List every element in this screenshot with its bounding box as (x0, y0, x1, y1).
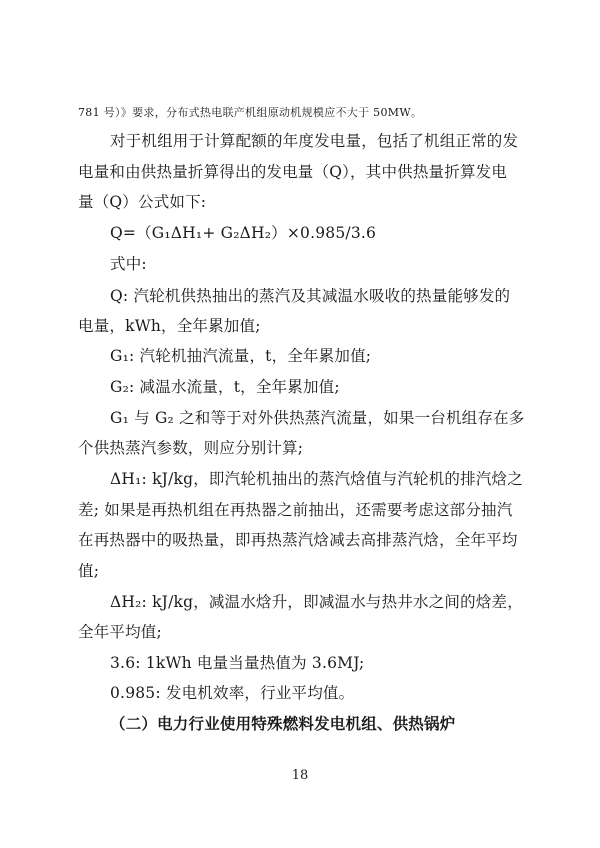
definition-line: G₁: 汽轮机抽汽流量，t，全年累加值; (110, 347, 372, 365)
definition-line: ΔH₁: kJ/kg，即汽轮机抽出的蒸汽焓值与汽轮机的排汽焓之 (110, 470, 523, 488)
definition-line: 电量，kWh，全年累加值; (78, 317, 261, 335)
page-number: 18 (291, 768, 309, 783)
definition-line: 3.6: 1kWh 电量当量热值为 3.6MJ; (110, 654, 365, 672)
footnote-continuation: 781 号）》要求，分布式热电联产机组原动机规模应不大于 50MW。 (78, 106, 423, 119)
formula-line: Q=（G₁ΔH₁+ G₂ΔH₂）×0.985/3.6 (110, 224, 377, 242)
section-heading: （二）电力行业使用特殊燃料发电机组、供热锅炉 (110, 714, 456, 733)
paragraph-line: 量（Q）公式如下: (78, 193, 207, 211)
definition-line: ΔH₂: kJ/kg，减温水焓升，即减温水与热井水之间的焓差， (110, 593, 523, 611)
paragraph-line: 个供热蒸汽参数，则应分别计算; (78, 439, 304, 457)
definition-line: 差; 如果是再热机组在再热器之前抽出，还需要考虑这部分抽汽 (78, 501, 513, 519)
definition-line: Q: 汽轮机供热抽出的蒸汽及其减温水吸收的热量能够发的 (110, 287, 511, 305)
definition-line: 0.985: 发电机效率，行业平均值。 (110, 684, 355, 702)
definition-line: G₂: 减温水流量，t，全年累加值; (110, 378, 340, 396)
definition-line: 值; (78, 562, 100, 580)
paragraph-line: G₁ 与 G₂ 之和等于对外供热蒸汽流量，如果一台机组存在多 (110, 409, 525, 427)
definition-line: 全年平均值; (78, 623, 162, 641)
paragraph-line: 式中: (110, 255, 147, 273)
definition-line: 在再热器中的吸热量，即再热蒸汽焓减去高排蒸汽焓，全年平均 (78, 531, 518, 549)
paragraph-line: 电量和由供热量折算得出的发电量（Q），其中供热量折算发电 (78, 163, 508, 181)
paragraph-line: 对于机组用于计算配额的年度发电量，包括了机组正常的发 (110, 132, 519, 150)
